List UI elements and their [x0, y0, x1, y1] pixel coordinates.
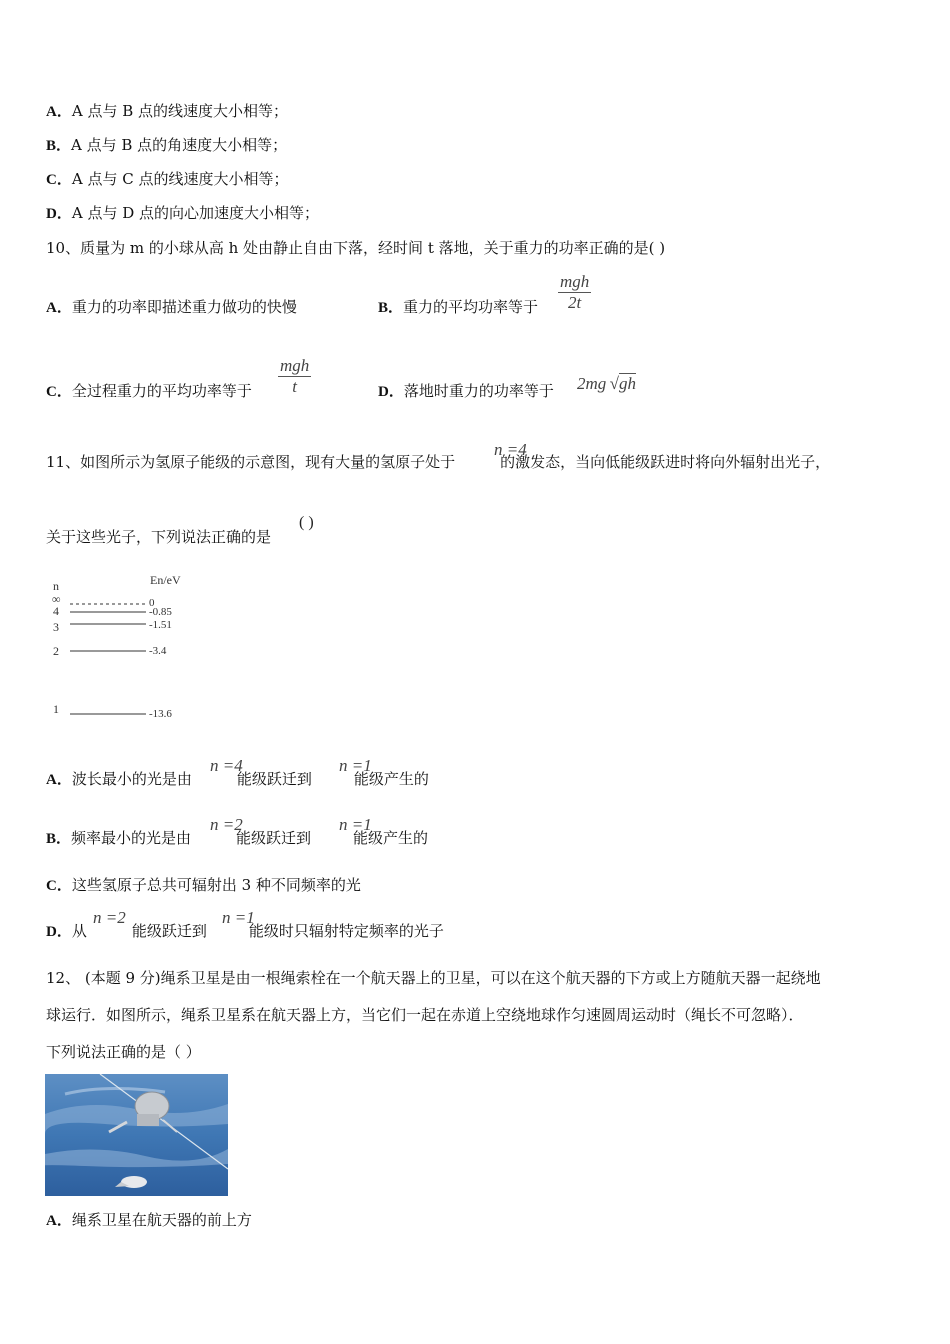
- level-e-3: -1.51: [149, 619, 172, 631]
- option-text: 落地时重力的功率等于: [403, 382, 554, 400]
- q11-n4: n =4: [494, 440, 527, 459]
- option-label: D．: [378, 384, 404, 400]
- level-n-1: 1: [53, 702, 59, 716]
- q11-option-c: [46, 875, 361, 896]
- q12-stem-line3: 下列说法正确的是（ ）: [46, 1043, 201, 1061]
- option-text: A 点与 D 点的向心加速度大小相等；: [71, 204, 320, 222]
- option-label: D．: [46, 206, 72, 222]
- q9-option-d: [46, 203, 319, 224]
- q11-d-m2: n =1: [222, 908, 255, 927]
- tethered-satellite-photo: [45, 1074, 228, 1196]
- q10-b-fraction: mgh 2t: [560, 272, 590, 312]
- q11-d-m1: n =2: [93, 908, 126, 927]
- q11-option-a: A．波长最小的光是由 能级跃迁到 能级产生的: [46, 770, 429, 788]
- q9-option-b: [46, 135, 287, 156]
- option-label: A．: [46, 104, 72, 120]
- energy-axis-label: En/eV: [150, 573, 181, 587]
- option-label: A．: [46, 772, 72, 788]
- option-text: A 点与 B 点的角速度大小相等；: [71, 136, 288, 154]
- level-e-4: -0.85: [149, 606, 172, 618]
- q10-option-c: [46, 381, 252, 402]
- option-text: 这些氢原子总共可辐射出 3 种不同频率的光: [71, 876, 361, 894]
- option-label: B．: [378, 300, 404, 316]
- q10-option-d: [378, 381, 554, 402]
- level-n-inf: ∞: [52, 592, 61, 606]
- q12-option-a: [46, 1210, 252, 1231]
- level-e-1: -13.6: [149, 708, 172, 720]
- q11-stem-line2: 关于这些光子，下列说法正确的是: [46, 528, 272, 546]
- option-text: A 点与 C 点的线速度大小相等；: [71, 170, 289, 188]
- option-label: C．: [46, 384, 72, 400]
- level-n-2: 2: [53, 644, 59, 658]
- option-text: 全过程重力的平均功率等于: [71, 382, 252, 400]
- q10-option-a: [46, 297, 297, 318]
- option-text: A 点与 B 点的线速度大小相等；: [71, 102, 289, 120]
- q9-option-c: [46, 169, 288, 190]
- q11-b-m2: n =1: [339, 815, 372, 834]
- option-text: 重力的平均功率等于: [403, 298, 539, 316]
- q9-option-a: [46, 101, 288, 122]
- q11-option-b: B．频率最小的光是由 能级跃迁到 能级产生的: [46, 829, 429, 847]
- q11-a-m2: n =1: [339, 756, 372, 775]
- answer-paren: ( ): [299, 514, 314, 531]
- option-label: A．: [46, 300, 72, 316]
- q11-option-d: D．从 能级跃迁到 能级时只辐射特定频率的光子: [46, 922, 444, 940]
- option-label: A．: [46, 1213, 72, 1229]
- q10-option-b: [378, 297, 538, 318]
- option-label: B．: [46, 831, 72, 847]
- level-n-3: 3: [53, 620, 59, 634]
- level-e-2: -3.4: [149, 645, 167, 657]
- option-label: C．: [46, 172, 72, 188]
- energy-level-diagram: [48, 570, 208, 725]
- q12-stem-line2: 球运行．如图所示，绳系卫星系在航天器上方，当它们一起在赤道上空绕地球作匀速圆周运动时（绳长不可忽略）．: [46, 1006, 804, 1024]
- q11-a-m1: n =4: [210, 756, 243, 775]
- option-label: C．: [46, 878, 72, 894]
- q10-d-formula: 2mg √gh: [577, 374, 637, 393]
- q10-c-fraction: mgh t: [280, 356, 310, 396]
- q10-stem: 10、质量为 m 的小球从高 h 处由静止自由下落，经时间 t 落地，关于重力的功率正确的是( ): [46, 239, 666, 257]
- option-text: 重力的功率即描述重力做功的快慢: [71, 298, 297, 316]
- option-label: D．: [46, 924, 72, 940]
- level-n-4: 4: [53, 604, 59, 618]
- n-axis-label: n: [53, 579, 59, 593]
- level-e-inf: 0: [149, 597, 155, 609]
- q12-stem-line1: 12、 (本题 9 分)绳系卫星是由一根绳索栓在一个航天器上的卫星，可以在这个航天器的下方或上方随航天器一起绕地: [46, 969, 821, 987]
- q11-stem-line1: 11、如图所示为氢原子能级的示意图，现有大量的氢原子处于 的激发态，当向低能级跃进时将向外辐射出光子，: [46, 453, 831, 471]
- option-label: B．: [46, 138, 72, 154]
- option-text: 绳系卫星在航天器的前上方: [71, 1211, 252, 1229]
- q11-b-m1: n =2: [210, 815, 243, 834]
